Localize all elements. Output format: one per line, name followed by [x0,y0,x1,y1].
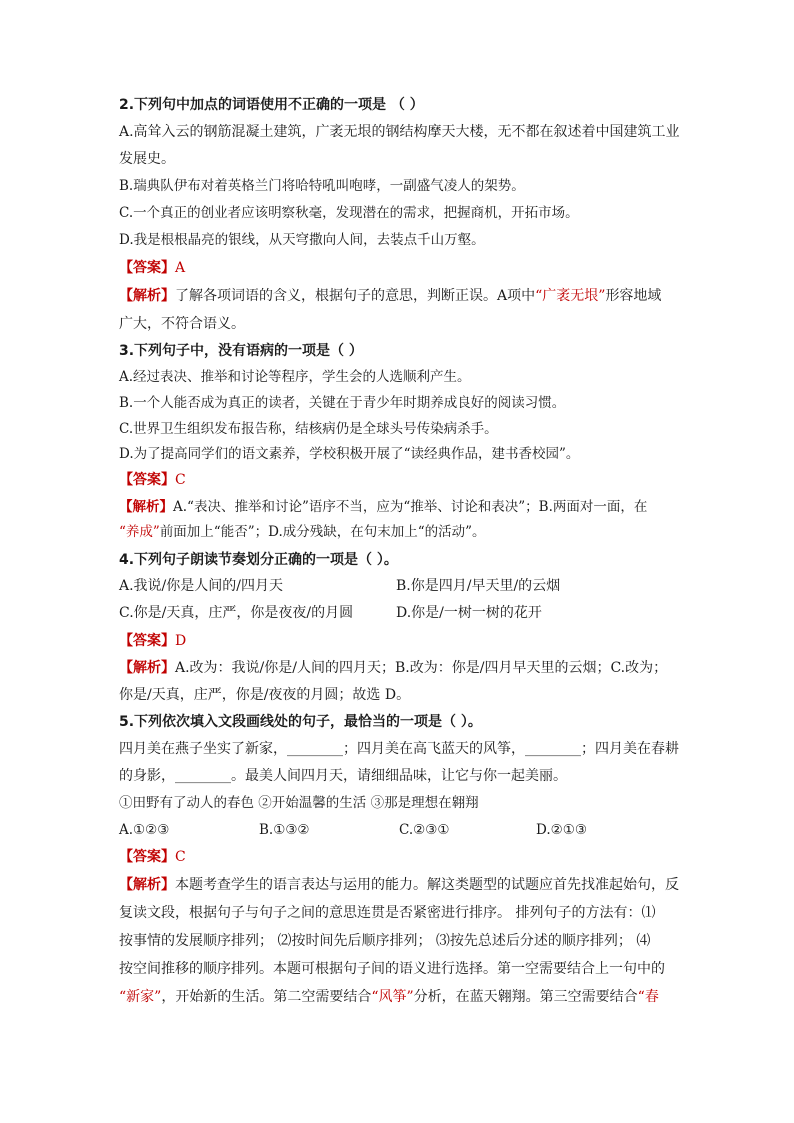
q5-analysis-line3: 按事情的发展顺序排列； ⑵按时间先后顺序排列； ⑶按先总述后分述的顺序排列； ⑷ [119,933,651,949]
analysis-label: 【解析】 [119,877,175,893]
q2-answer [119,257,679,279]
q5-option-c: C.②③① [399,822,450,838]
q4-option-d: D.你是/一树一树的花开 [396,605,542,621]
q3-analysis-line2 [119,521,679,543]
q5-analysis-text: 本题考查学生的语言表达与运用的能力。解这类题型的试题应首先找准起始句，反 [175,877,679,893]
q2-title: 2.下列句中加点的词语使用不正确的一项是 （ ） [119,97,424,113]
q5-option-b: B.①③② [259,822,310,838]
q5-analysis-highlight-3: “春 [637,989,659,1005]
q2-answer-value: A [175,260,186,276]
q2-option-c: C.一个真正的创业者应该明察秋毫，发现潜在的需求，把握商机，开拓市场。 [119,205,579,221]
q3-option-c: C.世界卫生组织发布报告称，结核病仍是全球头号传染病杀手。 [119,421,498,437]
q3-option-b: B.一个人能否成为真正的读者，关键在于青少年时期养成良好的阅读习惯。 [119,395,566,411]
q2-option-d: D.我是根根晶亮的银线，从天穹撒向人间，去装点千山万壑。 [119,232,485,248]
q2-option-b: B.瑞典队伊布对着英格兰门将哈特吼叫咆哮，一副盛气凌人的架势。 [119,178,525,194]
q4-option-c: C.你是/天真，庄严，你是夜夜/的月圆 [119,605,354,621]
q2-analysis-highlight: “广袤无垠” [535,288,606,304]
q5-analysis-line5 [119,986,679,1008]
answer-label: 【答案】 [119,849,175,865]
q5-analysis-highlight-2: “风筝” [371,989,414,1005]
q5-analysis-text-mid2: 分析，在蓝天翱翔。第三空需要结合 [413,989,638,1005]
q2-option-a-line2: 发展史。 [119,151,175,167]
q3-analysis-highlight: “养成” [119,524,160,540]
q5-analysis-text-mid: ，开始新的生活。第二空需要结合 [161,989,372,1005]
analysis-label: 【解析】 [119,660,175,676]
q5-analysis-line1 [119,874,679,896]
q2-analysis-text-end: 形容地域 [605,288,662,304]
q5-answer [119,846,679,868]
q4-option-a: A.我说/你是人间的/四月天 [119,578,283,594]
q3-option-d: D.为了提高同学们的语文素养，学校积极开展了“读经典作品，建书香校园”。 [119,446,580,462]
q4-option-b: B.你是四月/早天里/的云烟 [396,578,561,594]
q5-option-a: A.①②③ [119,822,170,838]
q2-option-a-line1: A.高耸入云的钢筋混凝土建筑，广袤无垠的钢结构摩天大楼，无不都在叙述着中国建筑工业 [119,124,680,140]
q4-analysis-line1 [119,657,679,679]
answer-label: 【答案】 [119,472,175,488]
answer-label: 【答案】 [119,260,175,276]
answer-label: 【答案】 [119,633,175,649]
q4-analysis-line2: 你是/天真，庄严，你是/夜夜的月圆；故选 D。 [119,687,411,703]
q3-answer [119,469,679,491]
q5-title: 5.下列依次填入文段画线处的句子，最恰当的一项是（ ）。 [119,714,482,730]
q5-answer-value: C [175,849,186,865]
q5-analysis-highlight-1: “新家” [119,989,162,1005]
q5-sentence-items: ①田野有了动人的春色 ②开始温馨的生活 ③那是理想在翱翔 [119,795,479,811]
analysis-label: 【解析】 [119,499,173,515]
q3-title: 3.下列句子中，没有语病的一项是（ ） [119,343,363,359]
q2-analysis-line1 [119,285,679,307]
q3-answer-value: C [175,472,186,488]
q2-analysis-text: 了解各项词语的含义，根据句子的意思，判断正误。A项中 [175,288,536,304]
q4-answer-value: D [175,633,187,649]
q3-analysis-text: A.“表决、推举和讨论”语序不当，应为“推举、讨论和表决”；B.两面对一面，在 [173,499,648,515]
q4-analysis-text: A.改为：我说/你是/人间的四月天；B.改为：你是/四月早天里的云烟；C.改为； [175,660,668,676]
q4-title: 4.下列句子朗读节奏划分正确的一项是（ ）。 [119,552,398,568]
q5-passage-line2: 的身影，________。最美人间四月天，请细细品味，让它与你一起美丽。 [119,768,567,784]
q5-analysis-line4: 按空间推移的顺序排列。本题可根据句子间的语义进行选择。第一空需要结合上一句中的 [119,961,665,977]
q3-option-a: A.经过表决、推举和讨论等程序，学生会的人选顺利产生。 [119,369,471,385]
q2-analysis-line2: 广大，不符合语义。 [119,316,245,332]
q3-analysis-text-end: 前面加上“能否”；D.成分残缺，在句末加上“的活动”。 [159,524,486,540]
q5-analysis-line2: 复读文段，根据句子与句子之间的意思连贯是否紧密进行排序。 排列句子的方法有：⑴ [119,905,656,921]
q5-passage-line1: 四月美在燕子坐实了新家，________；四月美在高飞蓝天的风筝，________；四月美在春耕 [119,741,679,757]
q4-answer [119,630,679,652]
analysis-label: 【解析】 [119,288,175,304]
q5-option-d: D.②①③ [536,822,587,838]
q3-analysis-line1 [119,496,679,518]
